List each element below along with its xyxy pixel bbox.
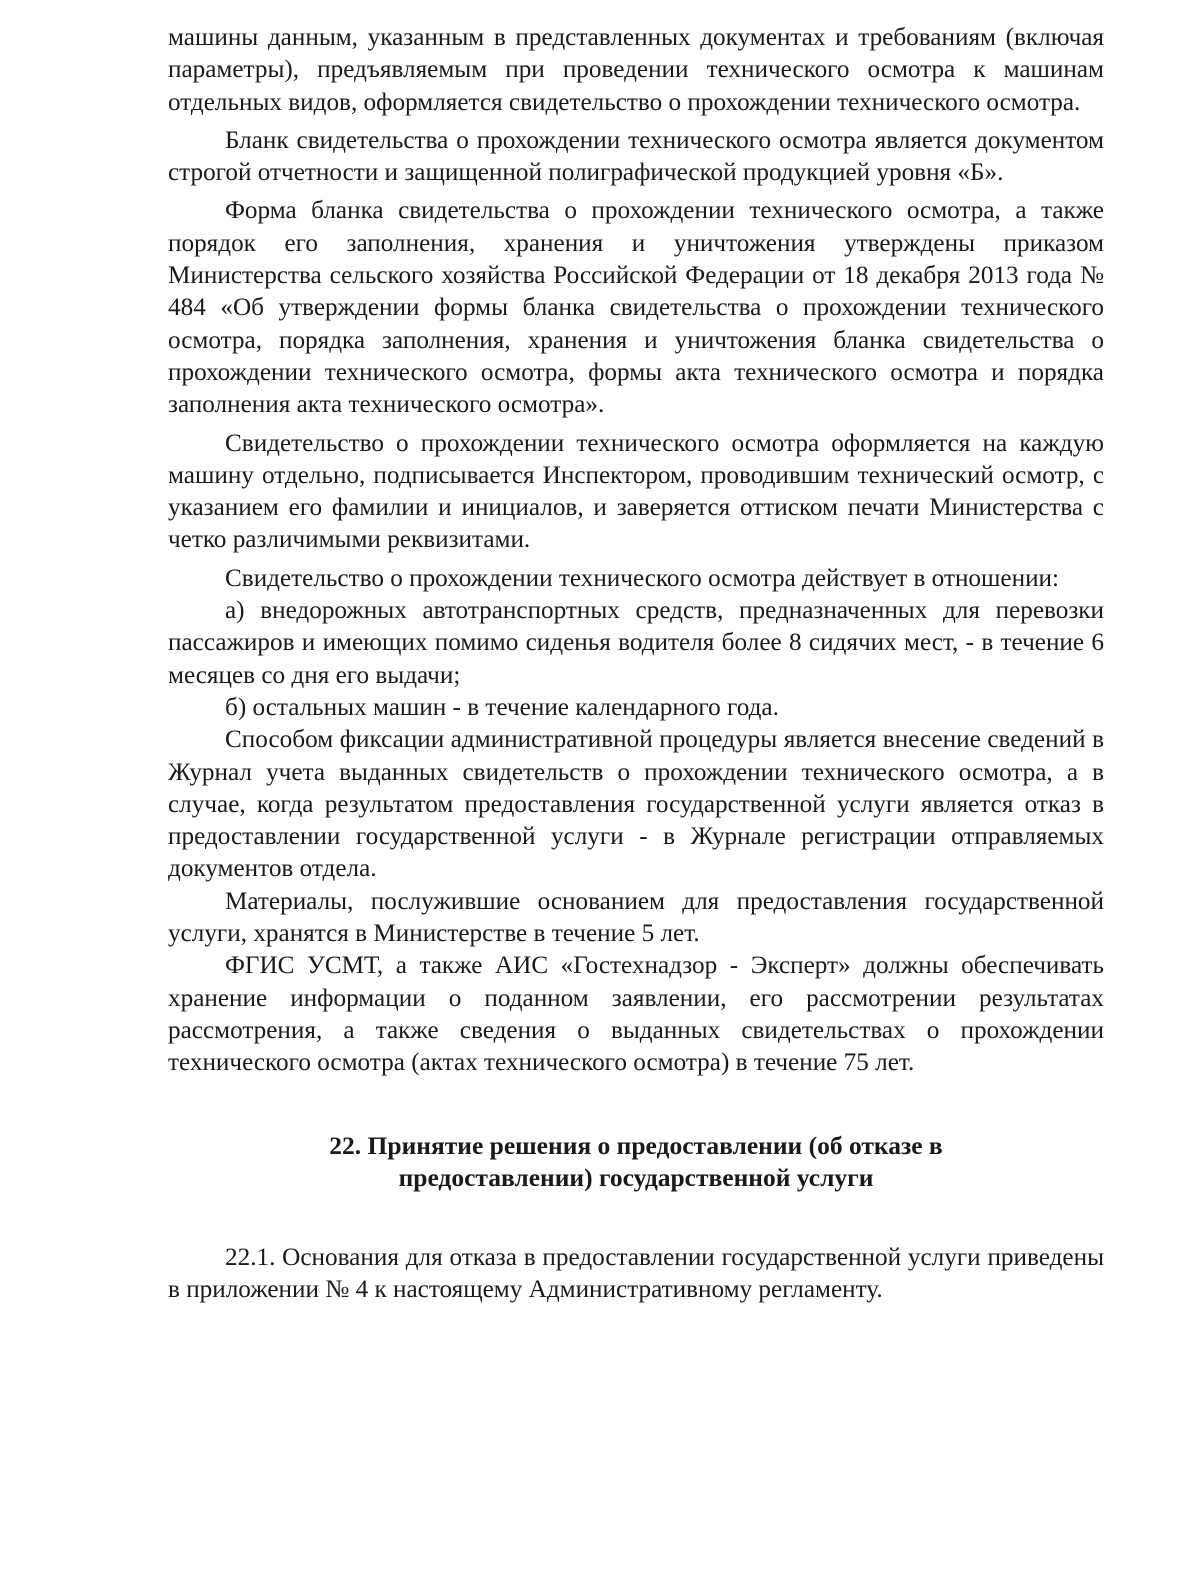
list-item-b: б) остальных машин - в течение календарного года. <box>225 693 779 721</box>
document-page <box>168 22 1104 1306</box>
section-heading <box>168 1130 1104 1194</box>
section-heading-line-2: предоставлении) государственной услуги <box>398 1162 874 1192</box>
paragraph-refusal-grounds: 22.1. Основания для отказа в предоставлении государственной услуги приведены в приложении № 4 к настоящему Административному регламенту. <box>168 1243 1104 1303</box>
paragraph-validity-intro: Свидетельство о прохождении технического осмотра действует в отношении: <box>225 564 1060 592</box>
paragraph-information-storage: ФГИС УСМТ, а также АИС «Гостехнадзор - Эксперт» должны обеспечивать хранение информации о поданном заявлении, его рассмотрении результатах рассмотрения, а также сведения о выданных свидетельствах о прохождении технического осмотра (актах технического осмотра) в течение 75 лет. <box>168 952 1104 1077</box>
paragraph-blank-form: Форма бланка свидетельства о прохождении технического осмотра, а также порядок его заполнения, хранения и уничтожения утверждены приказом Министерства сельского хозяйства Российской Федерации от 18 декабря 2013 года № 484 «Об утверждении формы бланка свидетельства о прохождении технического осмотра, порядка заполнения, хранения и уничтожения бланка свидетельства о прохождении технического осмотра, формы акта технического осмотра и порядка заполнения акта технического осмотра». <box>168 197 1104 419</box>
list-item-a: а) внедорожных автотранспортных средств, предназначенных для перевозки пассажиров и имеющих помимо сиденья водителя более 8 сидячих мест, - в течение 6 месяцев со дня его выдачи; <box>168 597 1104 689</box>
section-heading-line-1: 22. Принятие решения о предоставлении (об отказе в <box>329 1130 943 1160</box>
paragraph-continuation: машины данным, указанным в представленных документах и требованиям (включая параметры), предъявляемым при проведении технического осмотра к машинам отдельных видов, оформляется свидетельство о прохождении технического осмотра. <box>168 24 1104 116</box>
paragraph-blank-status: Бланк свидетельства о прохождении технического осмотра является документом строгой отчетности и защищенной полиграфической продукцией уровня «Б». <box>168 126 1104 187</box>
paragraph-fixation-method: Способом фиксации административной процедуры является внесение сведений в Журнал учета выданных свидетельств о прохождении технического осмотра, а в случае, когда результатом предоставления государственной услуги является отказ в предоставлении государственной услуги - в Журнале регистрации отправляемых документов отдела. <box>168 726 1104 883</box>
paragraph-certificate-issuance: Свидетельство о прохождении технического осмотра оформляется на каждую машину отдельно, подписывается Инспектором, проводившим технический осмотр, с указанием его фамилии и инициалов, и заверяется оттиском печати Министерства с четко различимыми реквизитами. <box>168 429 1104 554</box>
paragraph-materials-storage: Материалы, послужившие основанием для предоставления государственной услуги, хранятся в Министерстве в течение 5 лет. <box>168 887 1104 948</box>
